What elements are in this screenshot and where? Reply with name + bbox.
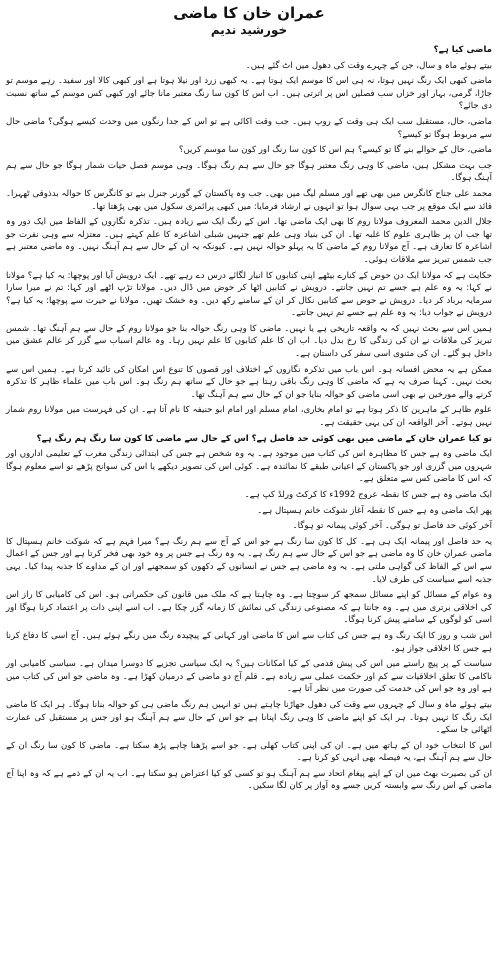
body-paragraph: علوم ظاہر کے ماہرین کا ذکر ہوتا ہے تو امام بخاری، امام مسلم اور امام ابو حنیفہ کا نام آتا ہے۔ ان کی فہرست میں مولانا روم شمار نہیں ہوتے۔ آخر الواقعہ ان کی یہی حقیقت ہے۔ xyxy=(6,405,492,429)
body-paragraph: حکایت ہے کہ مولانا ایک دن حوض کے کنارے بیٹھے اپنی کتابوں کا انبار لگائے درس دے رہے تھے۔ ایک درویش آیا اور پوچھا: یہ کیا ہے؟ مولانا نے کہا: یہ وہ علم ہے جسے تم نہیں جانتے۔ درویش نے کتابیں اٹھا کر حوض میں ڈال دیں۔ مولانا تڑپ اٹھے اور کہا: تم نے میرا سارا سرمایہ برباد کر دیا۔ درویش نے حوض سے کتابیں نکال کر ان کے سامنے رکھ دیں۔ وہ خشک تھیں۔ مولانا نے حیرت سے پوچھا: یہ کیا ہے؟ درویش نے جواب دیا: یہ وہ علم ہے جسے تم نہیں جانتے۔ xyxy=(6,270,492,319)
body-paragraph: محمد علی جناح کانگرس میں بھی تھے اور مسلم لیگ میں بھی۔ جب وہ پاکستان کے گورنر جنرل بنے تو کانگرس کا حوالہ بدذوقی ٹھہرا۔ قائد سے ایک موقع پر جب یہی سوال ہوا تو انہوں نے ارشاد فرمایا: میں کبھی پرائمری سکول میں بھی پڑھتا تھا۔ xyxy=(6,188,492,212)
body-paragraph: ممکن ہے یہ محض افسانہ ہو۔ اس باب میں تذکرہ نگاروں کے اختلاف اور قصوں کا تنوع اس امکان کی تائید کرتا ہے۔ ہمیں اس سے بحث نہیں۔ کہنا صرف یہ ہے کہ ماضی کا وہی رنگ باقی رہتا ہے جو حال کے ساتھ ہم رنگ ہو۔ اس باب میں علماء ظاہر کا تذکرہ کرنے والے مورخین نے بھی اسی ماضی کو حوالہ بنایا جو ان کے حال سے ہم آہنگ تھا۔ xyxy=(6,364,492,400)
body-paragraph: ماضی، حال کے حوالے بنے گا تو کیسے؟ ہم اس کا کون سا رنگ اور کون سا موسم کریں؟ xyxy=(178,145,492,156)
body-paragraph: سیاست کے پر پیچ راستے میں اس کی پیش قدمی کے کیا امکانات ہیں؟ یہ ایک سیاسی تجزیے کا دوسرا میدان ہے۔ سیاسی کامیابی اور ناکامی کا تعلق اخلاقیات سے کم اور حکمت عملی سے زیادہ ہے۔ قلم آج دو ماضی کے درمیان کھڑا ہے۔ وہ ماضی جو اس کی کتاب میں ہے اور وہ جو اس کی خدمت کی صورت میں نظر آتا ہے۔ xyxy=(6,659,492,695)
body-paragraph: ایک ماضی وہ ہے جس کا مظاہرہ اس کی کتاب میں موجود ہے۔ یہ وہ شخص ہے جس کی ابتدائی زندگی مغرب کے تعلیمی اداروں اور شہروں میں گزری اور جو پاکستان کے اعیانی طبقے کا نمائندہ ہے۔ کوئی اس کی تصویر دیکھے یا اس کی سوانح پڑھے تو اسے معلوم ہوگا کہ اس کا ماضی کس سے متعلق ہے۔ xyxy=(6,449,492,485)
author-byline: خورشید ندیم xyxy=(210,23,288,37)
body-paragraph: پھر ایک ماضی وہ ہے جس کا نقطہ آغاز شوکت خانم ہسپتال ہے۔ xyxy=(257,505,492,516)
body-paragraph: ماضی کبھی ایک رنگ نہیں ہوتا، نہ ہی اس کا موسم ایک ہوتا ہے۔ یہ کبھی زرد اور نیلا ہوتا ہے اور کبھی کالا اور سفید۔ رہے موسم تو جاڑا، گرمی، بہار اور خزاں سب فصلیں اس پر اترتی ہیں۔ اب اس کا کون سا رنگ معتبر مانا جائے اور کبھی کس موسم کے ساتھ نسبت دی جائے؟ xyxy=(6,76,492,112)
body-paragraph: آخر کوئی حد فاصل تو ہوگی۔ آخر کوئی پیمانہ تو ہوگا۔ xyxy=(292,521,492,532)
body-paragraph: ہمیں اس سے بحث نہیں کہ یہ واقعہ تاریخی ہے یا نہیں۔ ماضی کا وہی رنگ حوالہ بنا جو مولانا روم کے حال سے ہم آہنگ تھا۔ شمس تبریز کی ملاقات نے ان کی زندگی کا رخ بدل دیا۔ اب ان کا علم کتابوں کا علم نہیں رہا۔ وہ عالم اسباب سے گزر کر عالم عشق میں داخل ہو گئے۔ ان کی مثنوی اسی سفر کی داستان ہے۔ xyxy=(6,323,492,360)
article-title: عمران خان کا ماضی xyxy=(173,4,325,22)
question-paragraph: تو کیا عمران خان کے ماضی میں بھی کوئی حد فاصل ہے؟ اس کے حال سے ماضی کا کون سا رنگ ہم رنگ ہے؟ xyxy=(36,433,492,444)
body-paragraph: بیتے ہوئے ماہ و سال کے چہروں سے وقت کی دھول جھاڑنا چاہتے ہیں تو انہیں ہم رنگ ماضی ہی کو حوالہ بنانا ہوگا۔ ہر ایک کا ماضی ایک رنگ کا نہیں ہوتا۔ ہر ایک کو اپنے ماضی کا وہی رنگ اپنانا ہے جو اس کے حال سے ہم آہنگ ہو اور جس پر مستقبل کی عمارت اٹھائی جا سکے۔ xyxy=(6,699,492,736)
body-paragraph: وہ عوام کے مسائل کو اپنے مسائل سمجھ کر سوچتا ہے۔ وہ چاہتا ہے کہ ملک میں قانون کی حکمرانی ہو۔ اس کی کامیابی کا راز اس کی اخلاقی برتری میں ہے۔ وہ جانتا ہے کہ مصنوعی زندگی کی نمائش کا زمانہ گزر چکا ہے۔ اب اسے اپنی ذات پر اعتماد کرنا ہوگا اور اسی کو لوگوں کے سامنے پیش کرنا ہوگا۔ xyxy=(6,590,492,626)
body-paragraph: بیتے ہوئے ماہ و سال، جن کے چہرے وقت کی دھول میں اٹ گئے ہیں۔ xyxy=(245,60,492,71)
body-paragraph: ان کی بصیرت بھٹ میں ان کے اپنے پیغام اتحاد سے ہم آہنگ ہو تو کسی کو کیا اعتراض ہو سکتا ہے۔ اب یہ ان کے ذمے ہے کہ وہ اپنا آج ماضی کے اس رنگ سے وابستہ کریں جسے وہ آواز پر کان لگا سکیں۔ xyxy=(6,768,492,792)
body-paragraph: جلال الدین محمد المعروف مولانا روم کا بھی ایک ماضی تھا۔ اس کے رنگ ایک سے زیادہ ہیں۔ تذکرہ نگاروں کے الفاظ میں ایک دور وہ تھا جب ان پر ظاہری علوم کا غلبہ تھا۔ ان کی بنیاد وہی علم تھے جنہیں شبلی اشاعرہ کا علم کہتے ہیں۔ معتزلہ سے وہی نفرت جو اشاعرہ کا تعارف ہے۔ آج مولانا روم کے ماضی کا یہ پہلو حوالہ نہیں ہے۔ کیونکہ یہ ان کے حال سے ہم آہنگ نہیں۔ وہ ماضی معتبر ہے جب شمس تبریز سے ملاقات ہوئی۔ xyxy=(6,217,492,265)
body-paragraph: اس شب و روز کا ایک رنگ وہ ہے جس کی کتاب سے اس کا ماضی اور کہانی کے پیچیدہ رنگ میں رنگے ہوئے ہیں۔ آج اسی کا دفاع کرنا ہے جس کا اخلاقی جواز ہو۔ xyxy=(6,630,492,654)
body-paragraph: ماضی، حال، مستقبل سب ایک ہی وقت کے روپ ہیں۔ جب وقت اکائی ہے تو اس کے جدا رنگوں میں وحدت کیسے ہوگی؟ ماضی حال سے مربوط ہوگا تو کیسے؟ xyxy=(6,116,492,140)
body-paragraph: ایک ماضی وہ ہے جس کا نقطہ عروج 1992ء کا کرکٹ ورلڈ کپ ہے۔ xyxy=(244,490,492,500)
question-paragraph: ماضی کیا ہے؟ xyxy=(433,45,492,55)
body-paragraph: اس کا انتخاب خود ان کے ہاتھ میں ہے۔ ان کی اپنی کتاب کھلی ہے۔ جو اسے پڑھنا چاہے پڑھ سکتا ہے۔ ماضی کا کون سا رنگ ان کے حال سے ہم آہنگ ہے، یہ فیصلہ بھی انہی کو کرنا ہے۔ xyxy=(6,740,492,764)
body-paragraph: جب بہت مشکل ہیں، ماضی کا وہی رنگ معتبر ہوگا جو حال سے ہم رنگ ہوگا۔ وہی موسم فصل حیات شمار ہوگا جو حال سے ہم آہنگ ہوگا۔ xyxy=(6,160,492,184)
body-paragraph: یہ حد فاصل اور پیمانہ ایک ہی ہے۔ کل کا کون سا رنگ ہے جو اس کے آج سے ہم رنگ ہے؟ میرا فہم ہے کہ شوکت خانم ہسپتال کا ماضی عمران خان کا وہ ماضی ہے جو اس کے حال سے ہم رنگ ہے۔ یہ وہ رنگ ہے جس پر وہ خود بھی فخر کرتا ہے اور جس کے اعمال سے اس کے الفاظ کی گواہی ملتی ہے۔ یہ وہ ماضی ہے جس نے انسانوں کے دکھوں کو سمجھنے اور ان کے مداوے کا جذبہ پیدا کیا۔ یہی جذبہ اسے سیاست کی طرف لایا۔ xyxy=(6,536,492,585)
